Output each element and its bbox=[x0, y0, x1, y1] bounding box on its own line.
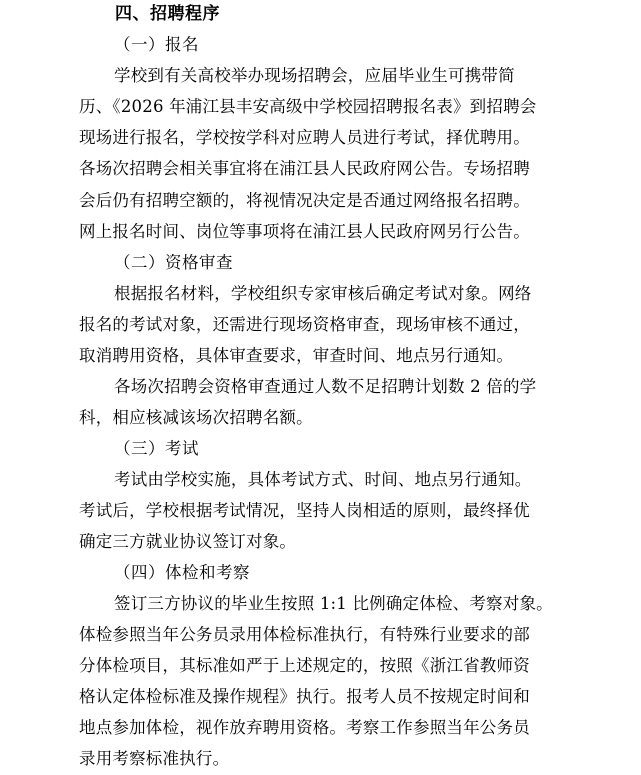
paragraph-line: 根据报名材料，学校组织专家审核后确定考试对象。网络 bbox=[114, 284, 532, 303]
paragraph-line: 现场进行报名，学校按学科对应聘人员进行考试，择优聘用。 bbox=[79, 128, 530, 147]
paragraph-line: 格认定体检标准及操作规程》执行。报考人员不按规定时间和 bbox=[79, 687, 530, 706]
paragraph-line: 各场次招聘会资格审查通过人数不足招聘计划数 2 倍的学 bbox=[114, 377, 537, 396]
paragraph-line: 各场次招聘会相关事宜将在浦江县人民政府网公告。专场招聘 bbox=[79, 159, 530, 178]
paragraph-line: 历、《2026 年浦江县丰安高级中学校园招聘报名表》到招聘会 bbox=[79, 97, 537, 116]
subsection-heading-registration: （一）报名 bbox=[114, 35, 199, 54]
paragraph-line: 体检参照当年公务员录用体检标准执行，有特殊行业要求的部 bbox=[79, 625, 530, 644]
paragraph-line: 地点参加体检，视作放弃聘用资格。考察工作参照当年公务员 bbox=[79, 718, 530, 737]
subsection-heading-medical-check: （四）体检和考察 bbox=[114, 563, 250, 582]
paragraph-line: 报名的考试对象，还需进行现场资格审查，现场审核不通过， bbox=[79, 315, 530, 334]
paragraph-line: 考试后，学校根据考试情况，坚持人岗相适的原则，最终择优 bbox=[79, 501, 530, 520]
subsection-heading-qualification: （二）资格审查 bbox=[114, 253, 233, 272]
paragraph-line: 学校到有关高校举办现场招聘会，应届毕业生可携带简 bbox=[114, 66, 515, 85]
paragraph-line: 取消聘用资格，具体审查要求，审查时间、地点另行通知。 bbox=[79, 346, 514, 365]
paragraph-line: 网上报名时间、岗位等事项将在浦江县人民政府网另行公告。 bbox=[79, 222, 530, 241]
paragraph-line: 签订三方协议的毕业生按照 1:1 比例确定体检、考察对象。 bbox=[114, 594, 553, 613]
section-title: 四、招聘程序 bbox=[115, 4, 220, 24]
paragraph-line: 会后仍有招聘空额的，将视情况决定是否通过网络报名招聘。 bbox=[79, 191, 530, 210]
paragraph-line: 录用考察标准执行。 bbox=[79, 749, 230, 768]
paragraph-line: 确定三方就业协议签订对象。 bbox=[79, 532, 297, 551]
subsection-heading-exam: （三）考试 bbox=[114, 439, 199, 458]
paragraph-line: 分体检项目，其标准如严于上述规定的，按照《浙江省教师资 bbox=[79, 656, 530, 675]
paragraph-line: 科，相应核减该场次招聘名额。 bbox=[79, 408, 313, 427]
paragraph-line: 考试由学校实施，具体考试方式、时间、地点另行通知。 bbox=[114, 470, 532, 489]
